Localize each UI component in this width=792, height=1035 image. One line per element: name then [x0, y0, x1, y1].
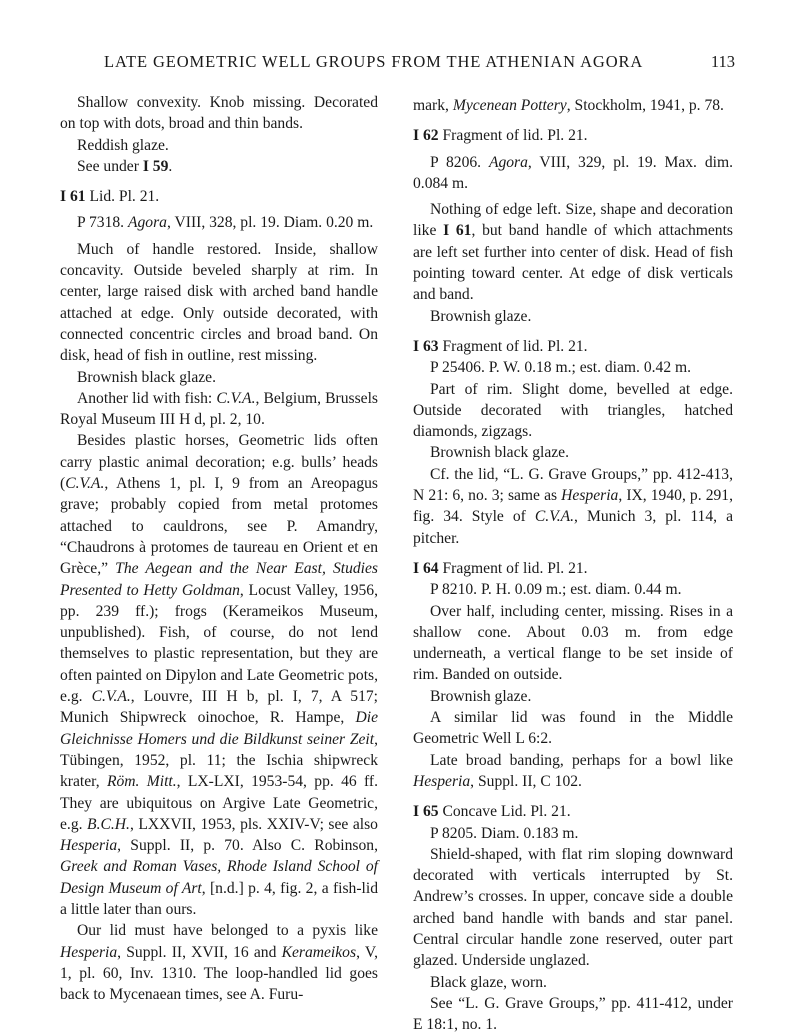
intro-see-reference: See under I 59.	[77, 157, 173, 175]
i63-description: Part of rim. Slight dome, bevelled at edge. Outside decorated with triangles, hatched diamonds, zigzags.	[413, 380, 733, 441]
page-header	[0, 52, 792, 82]
page-number: 113	[710, 52, 735, 71]
i64-similar: A similar lid was found in the Middle Geometric Well L 6:2.	[413, 709, 733, 748]
intro-description: Shallow convexity. Knob missing. Decorated on top with dots, broad and thin bands.	[60, 94, 378, 133]
i64-description: Over half, including center, missing. Rises in a shallow cone. About 0.03 m. from edge underneath, a vertical flange to be set inside of rim. Banded on outside.	[413, 602, 733, 684]
continued-text: mark, Mycenean Pottery, Stockholm, 1941, p. 78.	[413, 97, 724, 114]
i65-glaze: Black glaze, worn.	[430, 973, 547, 991]
i62-inventory: P 8206. Agora, VIII, 329, pl. 19. Max. dim. 0.084 m.	[413, 153, 733, 192]
entry-heading-i64: I 64 Fragment of lid. Pl. 21.	[413, 559, 588, 577]
i64-inventory: P 8210. P. H. 0.09 m.; est. diam. 0.44 m.	[430, 581, 682, 599]
i63-inventory: P 25406. P. W. 0.18 m.; est. diam. 0.42 m.	[430, 359, 692, 377]
i62-description: Nothing of edge left. Size, shape and decoration like I 61, but band handle of which attachments are left set further into center of disk. Head of fish pointing toward center. At edge of disk verticals and band.	[413, 201, 733, 304]
i61-glaze: Brownish black glaze.	[77, 368, 217, 386]
i65-see-reference: See “L. G. Grave Groups,” pp. 411-412, under E 18:1, no. 1.	[413, 994, 733, 1034]
i61-description: Much of handle restored. Inside, shallow concavity. Outside beveled sharply at rim. In center, large raised disk with arched band handle attached at edge. Only outside decorated, with connected concentric circles and broad band. On disk, head of fish in outline, rest missing.	[60, 240, 378, 365]
i64-late-banding: Late broad banding, perhaps for a bowl like Hesperia, Suppl. II, C 102.	[413, 751, 733, 790]
i65-description: Shield-shaped, with flat rim sloping downward decorated with verticals interrupted by St. Andrew’s crosses. In upper, concave side a double arched band handle with bands and star panel. Central circular handle zone reserved, outer part glazed. Underside unglazed.	[413, 845, 733, 970]
i63-glaze: Brownish black glaze.	[430, 444, 570, 462]
i64-glaze: Brownish glaze.	[430, 687, 532, 705]
intro-glaze: Reddish glaze.	[77, 136, 169, 154]
right-column	[413, 95, 733, 1035]
i62-glaze: Brownish glaze.	[430, 307, 532, 325]
running-title: LATE GEOMETRIC WELL GROUPS FROM THE ATHENIAN AGORA	[104, 52, 644, 71]
i63-comparison: Cf. the lid, “L. G. Grave Groups,” pp. 412-413, N 21: 6, no. 3; same as Hesperia, IX, 1940, p. 291, fig. 34. Style of C.V.A., Munich 3, pl. 114, a pitcher.	[413, 465, 733, 547]
entry-heading-i61: I 61 Lid. Pl. 21.	[60, 188, 160, 206]
i65-inventory: P 8205. Diam. 0.183 m.	[430, 824, 579, 842]
i61-pyxis-paragraph: Our lid must have belonged to a pyxis like Hesperia, Suppl. II, XVII, 16 and Kerameikos, V, 1, pl. 60, Inv. 1310. The loop-handled lid goes back to Mycenaean times, see A. Furu-	[60, 922, 378, 1004]
entry-heading-i62: I 62 Fragment of lid. Pl. 21.	[413, 127, 588, 145]
i61-plastic-decoration-paragraph: Besides plastic horses, Geometric lids often carry plastic animal decoration; e.g. bulls’ heads (C.V.A., Athens 1, pl. I, 9 from an Areopagus grave; probably copied from metal protomes attached to cauldrons, see P. Amandry, “Chaudrons à protomes de taureau en Orient et en Grèce,” The Aegean and the Near East, Studies Presented to Hetty Goldman, Locust Valley, 1956, pp. 239 ff.); frogs (Kerameikos Museum, unpublished). Fish, of course, do not lend themselves to plastic representation, but they are often painted on Dipylon and Late Geometric pots, e.g. C.V.A., Louvre, III H b, pl. I, 7, A 517; Munich Shipwreck oinochoe, R. Hampe, Die Gleichnisse Homers und die Bildkunst seiner Zeit, Tübingen, 1952, pl. 11; the Ischia shipwreck krater, Röm. Mitt., LX-LXI, 1953-54, pp. 46 ff. They are ubiquitous on Argive Late Geometric, e.g. B.C.H., LXXVII, 1953, pls. XXIV-V; see also Hesperia, Suppl. II, p. 70. Also C. Robinson, Greek and Roman Vases, Rhode Island School of Design Museum of Art, [n.d.] p. 4, fig. 2, a fish-lid a little later than ours.	[60, 432, 379, 918]
i61-other-lid: Another lid with fish: C.V.A., Belgium, Brussels Royal Museum III H d, pl. 2, 10.	[60, 389, 379, 429]
left-column	[60, 92, 378, 1005]
entry-heading-i63: I 63 Fragment of lid. Pl. 21.	[413, 337, 588, 355]
entry-heading-i65: I 65 Concave Lid. Pl. 21.	[413, 803, 571, 821]
i61-inventory: P 7318. Agora, VIII, 328, pl. 19. Diam. 0.20 m.	[77, 214, 374, 232]
